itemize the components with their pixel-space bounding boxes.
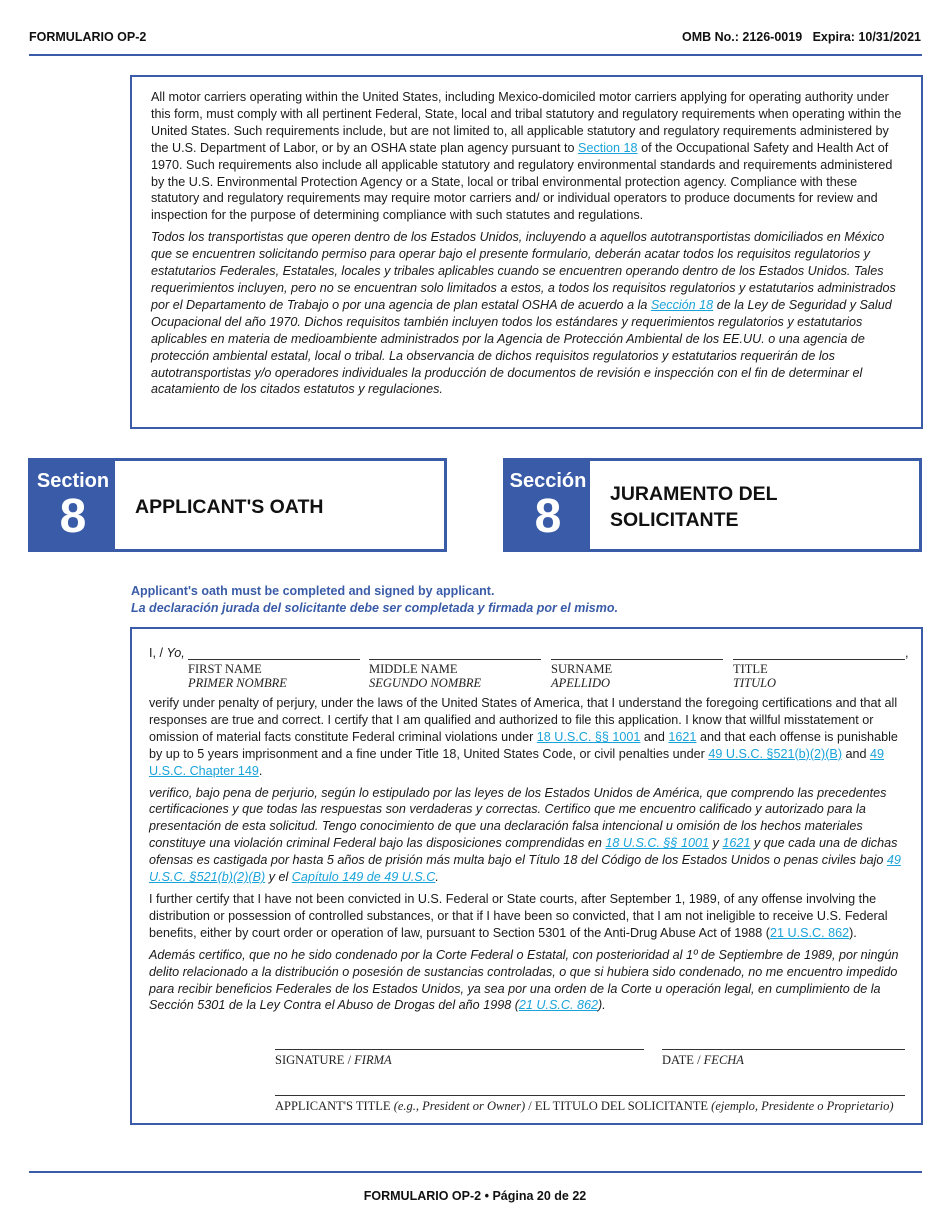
title-field[interactable]	[733, 659, 905, 660]
footer-form-name: FORMULARIO OP-2	[363, 1189, 482, 1203]
i-yo-label: I, / Yo,	[149, 646, 185, 660]
notice-english: All motor carriers operating within the United States, including Mexico-domiciled motor carriers applying for operating authority under this form, must comply with all pertinent Federal, State, local and tribal statutory and regulatory requirements when operating within the United States. Such requirements include, but are not limited to, all applicable statutory and regulatory requirements administered by the U.S. Department of Labor, or by an OSHA state plan agency pursuant to Section 18 of the Occupational Safety and Health Act of 1970. Such requirements also include all applicable statutory and regulatory environmental standards and requirements administered by the U.S. Environmental Protection Agency or a State, local or tribal environmental protection agency. Compliance with these statutory and regulatory requirements may require motor carriers and/ or individual operators to produce documents for review and inspection for the purpose of determining compliance with such statutes and regulations.	[151, 90, 902, 223]
instruction-spanish: La declaración jurada del solicitante debe ser completada y firmada por el mismo.	[131, 601, 618, 615]
section-number: 8	[59, 490, 87, 543]
first-name-label: FIRST NAME PRIMER NOMBRE	[188, 662, 287, 690]
surname-label: SURNAME APELLIDO	[551, 662, 613, 690]
section-18-link[interactable]: Section 18	[578, 140, 638, 155]
usc-1621-link-es[interactable]: 1621	[722, 836, 751, 851]
oath-paragraphs	[149, 695, 907, 1019]
seccion-number: 8	[534, 490, 562, 543]
usc-862-link-es[interactable]: 21 U.S.C. 862	[518, 998, 599, 1013]
oath-english: verify under penalty of perjury, under the laws of the United States of America, that I understand the foregoing certifications and that all responses are true and correct. I certify that I am qualified and authorized to file this application. I know that willful misstatement or omission of material facts constitute Federal criminal violations under 18 U.S.C. §§ 1001 and 1621 and that each offense is punishable by up to 5 years imprisonment and a fine under Title 18, United States Code, or civil penalties under 49 U.S.C. §521(b)(2)(B) and 49 U.S.C. Chapter 149.	[149, 696, 898, 778]
omb-number: OMB No.: 2126-0019	[681, 30, 803, 44]
section-word: Section	[36, 470, 110, 492]
footer: FORMULARIO OP-2 • Página 20 de 22	[363, 1189, 587, 1203]
surname-field[interactable]	[551, 659, 723, 660]
drug-cert-english: I further certify that I have not been convicted in U.S. Federal or State courts, after September 1, 1989, of any offense involving the distribution or possession of controlled substances, or that if I have been so convicted, that I am not ineligible to receive U.S. Federal benefits, either by court order or operation of law, pursuant to Section 5301 of the Anti-Drug Abuse Act of 1988 (21 U.S.C. 862).	[149, 891, 888, 940]
middle-name-field[interactable]	[369, 659, 541, 660]
page-number: Página 20 de 22	[492, 1189, 587, 1203]
expiration: Expira: 10/31/2021	[812, 30, 921, 44]
instruction-english: Applicant's oath must be completed and signed by applicant.	[131, 584, 495, 598]
seccion-number-block	[506, 461, 590, 549]
date-label: DATE / FECHA	[662, 1053, 744, 1067]
section-title: APPLICANT'S OATH	[135, 496, 324, 518]
date-field[interactable]	[662, 1049, 905, 1050]
omb-info	[682, 30, 921, 44]
usc-chapter-149-link[interactable]: 49 U.S.C. Chapter 149	[149, 746, 885, 778]
drug-cert-spanish: Además certifico, que no he sido condenado por la Corte Federal o Estatal, con posterioridad al 1º de Septiembre de 1989, por ningún delito relacionado a la distribución o posesión de sustancias controladas, o que si hubiera sido condenado, no me encuentro impedido para recibir beneficios Federales de los Estados Unidos, ya sea por una orden de la Corte u operación legal, en cumplimiento de la Sección 5301 de la Ley Contra el Abuso de Drogas del año 1998 (21 U.S.C. 862).	[149, 947, 899, 1013]
oath-box	[130, 627, 923, 1125]
usc-1621-link[interactable]: 1621	[668, 729, 697, 744]
section-number-block	[31, 461, 115, 549]
header-rule	[29, 54, 922, 56]
usc-521-link-es[interactable]: 49 U.S.C. §521(b)(2)(B)	[149, 853, 901, 885]
first-name-field[interactable]	[188, 659, 360, 660]
signature-field[interactable]	[275, 1049, 644, 1050]
notice-spanish: Todos los transportistas que operen dentro de los Estados Unidos, incluyendo a aquellos autotransportistas domiciliados en México que se encuentren solicitando permiso para operar bajo el presente formulario, deberán acatar todos los requisitos regulatorios y estatutarios Federales, Estatales, locales y tribales aplicables cuando se encuentren operando dentro de los Estados Unidos. Tales requerimientos incluyen, pero no se encuentran solo limitados a estos, a todos los requisitos regulatorios y estatutarios administrados por el Departamento de Trabajo o por una agencia de plan estatal OSHA de acuerdo a la Sección 18 de la Ley de Seguridad y Salud Ocupacional del año 1970. Dichos requisitos también incluyen todos los estándares y requerimientos regulatorios y estatutarios aplicables en materia de medioambiente administrados por la Agencia de Protección Ambiental de los EE.UU. o una agencia de protección ambiental estatal, local o tribal. La observancia de dichos requisitos regulatorios y estatutarios requerirán de los autotransportistas y/o operadores individuales la producción de documentos de revisión e inspección con el fin de determinar el acatamiento de los citados estatutos y regulaciones.	[151, 230, 896, 397]
applicant-title-field[interactable]	[275, 1095, 905, 1096]
capitulo-149-link[interactable]: Capítulo 149 de 49 U.S.C	[291, 870, 436, 885]
oath-spanish: verifico, bajo pena de perjurio, según lo estipulado por las leyes de los Estados Unidos de América, que comprendo las precedentes certificaciones y que todas las respuestas son verdaderas y correctas. Certifico que me encuentro calificado y autorizado para la presentación de esta solicitud. Tengo conocimiento de que una declaración falsa intencional u omisión de los hechos materiales constituye una violación criminal Federal bajo las disposiciones comprendidas en 18 U.S.C. §§ 1001 y 1621 y que cada una de dichas ofensas es castigada por hasta 5 años de prisión más multa bajo el Título 18 del Código de los Estados Unidos o penas civiles bajo 49 U.S.C. §521(b)(2)(B) y el Capítulo 149 de 49 U.S.C.	[149, 785, 901, 885]
seccion-title: JURAMENTO DEL SOLICITANTE	[610, 483, 778, 531]
seccion-8-header	[503, 458, 922, 552]
footer-rule	[29, 1171, 922, 1173]
usc-1001-link-es[interactable]: 18 U.S.C. §§ 1001	[605, 836, 710, 851]
name-comma: ,	[905, 646, 909, 660]
signature-label: SIGNATURE / FIRMA	[275, 1053, 392, 1067]
seccion-18-link[interactable]: Sección 18	[650, 297, 714, 312]
usc-521-link[interactable]: 49 U.S.C. §521(b)(2)(B)	[708, 746, 843, 761]
middle-name-label: MIDDLE NAME SEGUNDO NOMBRE	[369, 662, 482, 690]
form-name: FORMULARIO OP-2	[29, 30, 147, 44]
title-label: TITLE TITULO	[733, 662, 777, 690]
usc-1001-link[interactable]: 18 U.S.C. §§ 1001	[536, 729, 641, 744]
notice-box	[130, 75, 923, 429]
section-8-header	[28, 458, 447, 552]
seccion-word: Sección	[509, 470, 587, 492]
applicant-title-label: APPLICANT'S TITLE (e.g., President or Owner) / EL TITULO DEL SOLICITANTE (ejemplo, Presidente o Proprietario)	[275, 1099, 894, 1113]
usc-862-link[interactable]: 21 U.S.C. 862	[769, 925, 850, 940]
